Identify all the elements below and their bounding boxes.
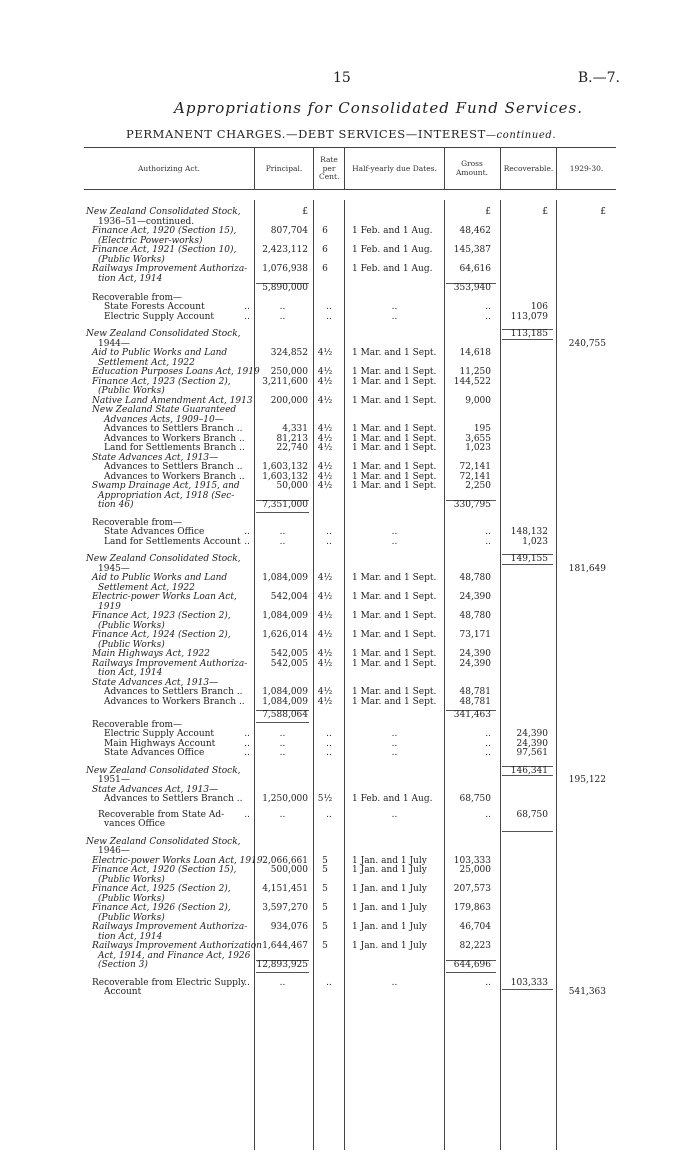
dot-leader: .. [485, 311, 491, 322]
principal-value: £ [302, 207, 308, 217]
due-dates-value: 1 Jan. and 1 July [352, 903, 427, 913]
column-divider [313, 200, 314, 1150]
act-text: State Advances Act, 1913— [92, 784, 219, 795]
dot-leader: .. [326, 311, 332, 322]
gross-amount-value: 14,618 [459, 348, 491, 358]
recoverable-value: 1,023 [522, 536, 548, 547]
act-text: (Section 3) [98, 960, 148, 970]
rate-value: 5 [322, 922, 328, 932]
principal-value: 807,704 [270, 226, 308, 236]
principal-value: 1,250,000 [262, 794, 308, 804]
section-subtitle [126, 127, 556, 141]
due-dates-value: 1 Mar. and 1 Sept. [352, 471, 437, 482]
rate-value: 6 [322, 226, 328, 236]
subtotal-rule [256, 972, 309, 973]
act-text: Advances to Settlers Branch .. [104, 462, 243, 472]
recoverable-value: 24,390 [516, 738, 548, 749]
due-dates-value: 1 Feb. and 1 Aug. [352, 264, 433, 274]
dot-leader: .. [485, 527, 491, 537]
act-text: Act, 1914, and Finance Act, 1926 [98, 950, 251, 961]
header-year: 1929-30. [569, 164, 604, 173]
due-dates-value: 1 Mar. and 1 Sept. [352, 395, 437, 406]
act-text: Electric-power Works Loan Act, [92, 592, 237, 602]
dot-leader: .. [279, 809, 286, 820]
act-text: vances Office [104, 819, 166, 829]
column-divider [500, 200, 501, 1150]
due-dates-value: 1 Feb. and 1 Aug. [352, 226, 433, 236]
dot-leader: .. [279, 748, 286, 758]
act-text: (Public Works) [98, 386, 165, 396]
gross-amount-value: 207,573 [453, 884, 491, 894]
subtitle-text: PERMANENT CHARGES.—DEBT SERVICES—INTEREST [126, 127, 486, 141]
act-text: (Public Works) [98, 620, 165, 631]
dot-leader: .. [326, 748, 332, 758]
act-text: 1945— [98, 563, 130, 574]
due-dates-value: 1 Mar. and 1 Sept. [352, 592, 437, 602]
rate-value: 4½ [317, 649, 333, 659]
act-text: Electric Supply Account [104, 729, 215, 739]
act-text: Recoverable from— [92, 292, 183, 303]
rate-value: 4½ [317, 658, 333, 669]
principal-value: 542,005 [270, 658, 308, 669]
rate-value: 4½ [317, 433, 333, 444]
gross-amount-value: 3,655 [465, 433, 491, 444]
act-text: New Zealand Consolidated Stock, [86, 554, 241, 564]
act-text: Railways Improvement Authoriza- [92, 922, 248, 932]
dot-leader: .. [279, 738, 286, 749]
dot-leader: .. [279, 977, 286, 988]
dot-leader: .. [326, 729, 332, 739]
act-text: Advances to Workers Branch .. [104, 471, 245, 482]
rate-value: 4½ [317, 696, 333, 707]
dot-leader: .. [326, 302, 332, 312]
dot-leader: .. [244, 809, 250, 820]
act-text: Education Purposes Loans Act, 1919 [92, 367, 260, 377]
recoverable-value: £ [542, 207, 548, 217]
act-text: Settlement Act, 1922 [98, 582, 195, 593]
rate-value: 5 [322, 884, 328, 894]
principal-value: 1,076,938 [262, 264, 308, 274]
gross-amount-value: 24,390 [459, 649, 491, 659]
dot-leader: .. [391, 809, 398, 820]
due-dates-value: 1 Mar. and 1 Sept. [352, 481, 437, 491]
due-dates-value: 1 Feb. and 1 Aug. [352, 794, 433, 804]
header-bottom-rule [84, 189, 616, 190]
rate-value: 4½ [317, 462, 333, 472]
rate-value: 4½ [317, 611, 333, 621]
act-text: Finance Act, 1921 (Section 10), [92, 245, 237, 255]
principal-value: 1,084,009 [262, 611, 308, 621]
principal-value: 3,211,600 [262, 376, 308, 387]
subtotal-rule [502, 564, 553, 565]
gross-amount-value: 24,390 [459, 592, 491, 602]
act-text: Aid to Public Works and Land [92, 348, 228, 358]
act-text: State Advances Act, 1913— [92, 452, 219, 463]
recoverable-value: 106 [530, 302, 548, 312]
rate-value: 4½ [317, 443, 333, 453]
principal-value: 1,084,009 [262, 573, 308, 583]
principal-value: 500,000 [270, 865, 308, 875]
act-text: New Zealand Consolidated Stock, [86, 329, 241, 339]
principal-value: 4,331 [282, 424, 308, 434]
recoverable-value: 103,333 [510, 977, 548, 988]
act-text: Finance Act, 1923 (Section 2), [92, 611, 231, 621]
subtotal-rule [256, 512, 309, 513]
due-dates-value: 1 Mar. and 1 Sept. [352, 433, 437, 444]
dot-leader: .. [391, 302, 398, 312]
header-principal: Principal. [265, 164, 303, 173]
principal-value: 81,213 [276, 433, 308, 444]
act-text: Advances to Settlers Branch .. [104, 794, 243, 804]
act-text: (Public Works) [98, 639, 165, 650]
gross-amount-value: 64,616 [459, 264, 491, 274]
rate-value: 4½ [317, 471, 333, 482]
rate-value: 6 [322, 245, 328, 255]
gross-amount-value: 11,250 [459, 367, 491, 377]
due-dates-value: 1 Jan. and 1 July [352, 884, 427, 894]
rate-value: 6 [322, 264, 328, 274]
principal-value: 200,000 [270, 395, 308, 406]
act-text: State Advances Office [104, 527, 205, 537]
act-text: Railways Improvement Authoriza- [92, 658, 248, 669]
principal-value: 2,066,661 [262, 855, 308, 866]
dot-leader: .. [391, 977, 398, 988]
gross-amount-value: 82,223 [459, 941, 491, 951]
column-divider [313, 148, 314, 189]
dot-leader: .. [391, 527, 398, 537]
principal-value: 5,890,000 [262, 283, 308, 293]
principal-value: 1,644,467 [262, 941, 308, 951]
act-text: Advances Acts, 1909–10— [104, 414, 224, 425]
act-text: Main Highways Act, 1922 [92, 649, 210, 659]
act-text: State Forests Account [104, 302, 205, 312]
act-text: tion 46) [98, 500, 134, 510]
act-text: Advances to Settlers Branch .. [104, 424, 243, 434]
gross-amount-value: 144,522 [453, 376, 491, 387]
column-divider [254, 200, 255, 1150]
principal-value: 1,084,009 [262, 696, 308, 707]
act-text: New Zealand Consolidated Stock, [86, 207, 241, 217]
act-text: Finance Act, 1926 (Section 2), [92, 903, 231, 913]
act-text: (Public Works) [98, 874, 165, 885]
act-text: Electric-power Works Loan Act, 1919 [92, 855, 263, 866]
act-text: Native Land Amendment Act, 1913 [92, 395, 253, 406]
principal-value: 1,626,014 [262, 630, 308, 640]
header-recoverable: Recoverable. [503, 164, 554, 173]
subtotal-rule [256, 722, 309, 723]
dot-leader: .. [279, 729, 286, 739]
rate-value: 4½ [317, 630, 333, 640]
principal-value: 4,151,451 [262, 884, 308, 894]
dot-leader: .. [244, 302, 250, 312]
due-dates-value: 1 Mar. and 1 Sept. [352, 424, 437, 434]
rate-value: 5½ [317, 794, 333, 804]
subtotal-rule [502, 831, 553, 832]
rate-value: 4½ [317, 376, 333, 387]
act-text: Recoverable from— [92, 719, 183, 730]
dot-leader: .. [326, 536, 332, 547]
due-dates-value: 1 Jan. and 1 July [352, 855, 427, 866]
gross-amount-value: 46,704 [459, 922, 491, 932]
dot-leader: .. [326, 527, 332, 537]
due-dates-value: 1 Mar. and 1 Sept. [352, 696, 437, 707]
principal-value: 7,588,064 [262, 710, 308, 720]
dot-leader: .. [485, 748, 491, 758]
gross-amount-value: 48,780 [459, 611, 491, 621]
dot-leader: .. [244, 977, 250, 988]
act-text: New Zealand State Guaranteed [92, 405, 237, 415]
gross-amount-value: 341,463 [453, 710, 491, 720]
page-number: 15 [333, 70, 351, 86]
act-text: (Public Works) [98, 893, 165, 904]
act-text: Advances to Workers Branch .. [104, 433, 245, 444]
gross-amount-value: 68,750 [459, 794, 491, 804]
column-divider [444, 148, 445, 189]
page-title: Appropriations for Consolidated Fund Services. [174, 99, 584, 117]
dot-leader: .. [326, 738, 332, 749]
act-text: Finance Act, 1924 (Section 2), [92, 630, 231, 640]
principal-value: 934,076 [270, 922, 308, 932]
rate-value: 4½ [317, 573, 333, 583]
act-text: Finance Act, 1920 (Section 15), [92, 226, 237, 236]
dot-leader: .. [279, 302, 286, 312]
rate-value: 4½ [317, 481, 333, 491]
act-text: Appropriation Act, 1918 (Sec- [98, 490, 235, 501]
dot-leader: .. [326, 809, 332, 820]
rate-value: 5 [322, 855, 328, 866]
due-dates-value: 1 Feb. and 1 Aug. [352, 245, 433, 255]
principal-value: 250,000 [270, 367, 308, 377]
gross-amount-value: 72,141 [459, 462, 491, 472]
gross-amount-value: 48,780 [459, 573, 491, 583]
gross-amount-value: 24,390 [459, 658, 491, 669]
act-text: Recoverable from— [92, 517, 183, 528]
gross-amount-value: 48,462 [459, 226, 491, 236]
act-text: State Advances Act, 1913— [92, 677, 219, 688]
act-text: Account [104, 987, 142, 997]
year-total-value: 541,363 [568, 987, 606, 997]
dot-leader: .. [244, 536, 250, 547]
act-text: 1936–51—continued. [98, 216, 195, 227]
due-dates-value: 1 Jan. and 1 July [352, 865, 427, 875]
dot-leader: .. [244, 311, 250, 322]
principal-value: 22,740 [276, 443, 308, 453]
recoverable-value: 149,155 [510, 554, 548, 564]
due-dates-value: 1 Mar. and 1 Sept. [352, 376, 437, 387]
header-gross-amount: Gross Amount. [455, 159, 489, 177]
due-dates-value: 1 Mar. and 1 Sept. [352, 611, 437, 621]
subtotal-rule [502, 775, 553, 776]
dot-leader: .. [485, 729, 491, 739]
act-text: 1946— [98, 846, 130, 856]
recoverable-value: 148,132 [510, 527, 548, 537]
due-dates-value: 1 Mar. and 1 Sept. [352, 573, 437, 583]
principal-value: 2,423,112 [262, 245, 308, 255]
subtotal-rule [446, 972, 496, 973]
dot-leader: .. [326, 977, 332, 988]
dot-leader: .. [244, 527, 250, 537]
principal-value: 1,603,132 [262, 471, 308, 482]
act-text: Electric Supply Account [104, 311, 215, 322]
table-top-rule [84, 147, 616, 148]
act-text: tion Act, 1914 [98, 931, 163, 942]
gross-amount-value: 72,141 [459, 471, 491, 482]
act-text: Finance Act, 1923 (Section 2), [92, 376, 231, 387]
year-total-value: 195,122 [568, 775, 606, 785]
due-dates-value: 1 Mar. and 1 Sept. [352, 462, 437, 472]
recoverable-value: 113,079 [510, 311, 548, 322]
dot-leader: .. [391, 536, 398, 547]
dot-leader: .. [391, 748, 398, 758]
due-dates-value: 1 Mar. and 1 Sept. [352, 687, 437, 697]
gross-amount-value: 9,000 [465, 395, 491, 406]
column-divider [444, 200, 445, 1150]
dot-leader: .. [391, 311, 398, 322]
act-text: tion Act, 1914 [98, 668, 163, 678]
recoverable-value: 146,341 [510, 765, 548, 776]
dot-leader: .. [244, 738, 250, 749]
principal-value: 1,603,132 [262, 462, 308, 472]
principal-value: 542,004 [270, 592, 308, 602]
principal-value: 7,351,000 [262, 500, 308, 510]
gross-amount-value: 179,863 [453, 903, 491, 913]
gross-amount-value: 195 [473, 424, 491, 434]
dot-leader: .. [244, 748, 250, 758]
act-text: Finance Act, 1925 (Section 2), [92, 884, 231, 894]
gross-amount-value: £ [485, 207, 491, 217]
act-text: Main Highways Account [104, 738, 216, 749]
rate-value: 4½ [317, 424, 333, 434]
rate-value: 4½ [317, 687, 333, 697]
gross-amount-value: 353,940 [453, 283, 491, 293]
gross-amount-value: 1,023 [465, 443, 491, 453]
act-text: Settlement Act, 1922 [98, 357, 195, 368]
due-dates-value: 1 Mar. and 1 Sept. [352, 443, 437, 453]
header-due-dates: Half-yearly due Dates. [352, 164, 437, 173]
gross-amount-value: 330,795 [453, 500, 491, 510]
subtotal-rule [502, 339, 553, 340]
rate-value: 4½ [317, 348, 333, 358]
due-dates-value: 1 Jan. and 1 July [352, 941, 427, 951]
act-text: (Public Works) [98, 254, 165, 265]
due-dates-value: 1 Mar. and 1 Sept. [352, 630, 437, 640]
act-text: Advances to Settlers Branch .. [104, 687, 243, 697]
dot-leader: .. [485, 536, 491, 547]
principal-value: 1,084,009 [262, 687, 308, 697]
dot-leader: .. [279, 311, 286, 322]
due-dates-value: 1 Mar. and 1 Sept. [352, 348, 437, 358]
due-dates-value: 1 Mar. and 1 Sept. [352, 367, 437, 377]
header-rate: Rate per Cent. [319, 155, 340, 181]
act-text: Railways Improvement Authorization [92, 941, 262, 951]
gross-amount-value: 145,387 [453, 245, 491, 255]
gross-amount-value: 48,781 [459, 696, 491, 707]
rate-value: 5 [322, 903, 328, 913]
rate-value: 5 [322, 941, 328, 951]
rate-value: 4½ [317, 367, 333, 377]
rate-value: 5 [322, 865, 328, 875]
act-text: 1951— [98, 775, 130, 785]
act-text: Finance Act, 1920 (Section 15), [92, 865, 237, 875]
gross-amount-value: 2,250 [465, 481, 491, 491]
act-text: tion Act, 1914 [98, 273, 163, 284]
gross-amount-value: 644,696 [453, 960, 491, 970]
column-divider [344, 200, 345, 1150]
rate-value: 4½ [317, 592, 333, 602]
dot-leader: .. [485, 302, 491, 312]
act-text: New Zealand Consolidated Stock, [86, 836, 241, 847]
act-text: 1919 [98, 601, 121, 612]
year-total-value: 240,755 [568, 338, 606, 349]
act-text: New Zealand Consolidated Stock, [86, 765, 241, 776]
recoverable-value: 113,185 [510, 329, 548, 339]
act-text: 1944— [98, 338, 130, 349]
act-text: Railways Improvement Authoriza- [92, 264, 248, 274]
act-text: Land for Settlements Account [104, 536, 241, 547]
subtotal-rule [502, 989, 553, 990]
dot-leader: .. [391, 729, 398, 739]
gross-amount-value: 48,781 [459, 687, 491, 697]
principal-value: 542,005 [270, 649, 308, 659]
act-text: (Electric Power-works) [98, 235, 203, 246]
recoverable-value: 97,561 [516, 748, 548, 758]
act-text: (Public Works) [98, 912, 165, 923]
principal-value: 50,000 [276, 481, 308, 491]
act-text: Advances to Workers Branch .. [104, 696, 245, 707]
due-dates-value: 1 Mar. and 1 Sept. [352, 649, 437, 659]
dot-leader: .. [485, 977, 491, 988]
year-total-value: £ [600, 207, 606, 217]
act-text: Land for Settlements Branch .. [104, 443, 245, 453]
dot-leader: .. [485, 809, 491, 820]
recoverable-value: 24,390 [516, 729, 548, 739]
header-authorizing-act: Authorizing Act. [138, 164, 200, 173]
year-total-value: 181,649 [568, 563, 606, 574]
gross-amount-value: 73,171 [459, 630, 491, 640]
act-text: Swamp Drainage Act, 1915, and [92, 481, 240, 491]
recoverable-value: 68,750 [516, 809, 548, 820]
due-dates-value: 1 Mar. and 1 Sept. [352, 658, 437, 669]
principal-value: 12,893,925 [256, 960, 308, 970]
dot-leader: .. [279, 536, 286, 547]
document-reference: B.—7. [577, 70, 620, 86]
rate-value: 4½ [317, 395, 333, 406]
gross-amount-value: 25,000 [459, 865, 491, 875]
due-dates-value: 1 Jan. and 1 July [352, 922, 427, 932]
dot-leader: .. [485, 738, 491, 749]
dot-leader: .. [279, 527, 286, 537]
dot-leader: .. [244, 729, 250, 739]
act-text: Aid to Public Works and Land [92, 573, 228, 583]
act-text: Recoverable from State Ad- [98, 809, 225, 820]
dot-leader: .. [391, 738, 398, 749]
gross-amount-value: 103,333 [453, 855, 491, 866]
act-text: State Advances Office [104, 748, 205, 758]
subtitle-continued: —continued. [485, 130, 557, 141]
act-text: Recoverable from Electric Supply [92, 977, 246, 988]
principal-value: 324,852 [270, 348, 308, 358]
principal-value: 3,597,270 [262, 903, 308, 913]
